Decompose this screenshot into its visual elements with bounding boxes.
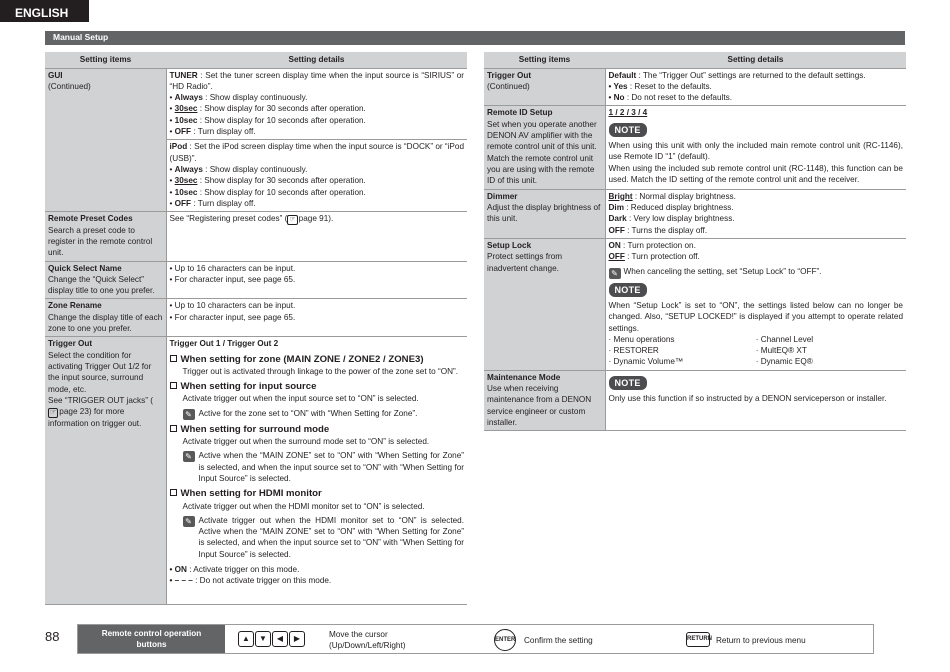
item-title: Dimmer <box>487 191 518 201</box>
option-line: • 10sec : Show display for 10 seconds after operation. <box>169 187 366 197</box>
item-title: Remote Preset Codes <box>48 214 133 224</box>
option-line <box>609 213 904 224</box>
right-arrow-key-icon: ▶ <box>289 631 305 647</box>
left-arrow-key-icon: ◀ <box>272 631 288 647</box>
item-sub: (Continued) <box>48 81 91 91</box>
remote-control-legend <box>77 624 874 654</box>
return-text: Return to previous menu <box>716 636 806 645</box>
opt-label: OFF <box>608 225 625 235</box>
list-item: · Dynamic Volume™ <box>608 357 684 367</box>
table-row <box>45 337 467 605</box>
table-row <box>45 68 467 140</box>
setting-item-trigger-out <box>45 337 166 605</box>
detail-text: : The “Trigger Out” settings are returned to the default settings. <box>636 70 866 80</box>
option-line <box>609 92 904 103</box>
opt-text: : Reduced display brightness. <box>623 202 734 212</box>
id-values: 1 / 2 / 3 / 4 <box>608 108 648 118</box>
opt-text: : Turns the display off. <box>624 225 708 235</box>
option-line <box>609 202 904 213</box>
item-title: GUI <box>48 70 63 80</box>
locked-settings-list <box>609 334 904 368</box>
col-header-details: Setting details <box>605 52 906 68</box>
note-text: Only use this function if so instructed by a DENON serviceperson or installer. <box>608 394 887 404</box>
note-badge: NOTE <box>609 376 647 390</box>
pencil-icon: ✎ <box>183 516 195 527</box>
opt-label: Dark <box>608 214 627 224</box>
option-line: • Always : Show display continuously. <box>169 165 308 174</box>
subsection-heading <box>170 353 465 366</box>
col-header-details: Setting details <box>166 52 467 68</box>
setting-item-trigger-out-cont <box>484 68 605 106</box>
detail-line: • Up to 10 characters can be input. <box>169 301 296 311</box>
page-reference-icon: ☞ <box>50 409 57 417</box>
tip-text: Active for the zone set to “ON” with “When Setting for Zone”. <box>198 408 418 418</box>
subsection-heading <box>170 423 465 436</box>
detail-quick-select <box>166 261 467 299</box>
item-title: Remote ID Setup <box>487 108 553 118</box>
list-item: · Menu operations <box>608 334 675 344</box>
subsection-text: Activate trigger out when the input source set to “ON” is selected. <box>182 394 419 404</box>
detail-label: TUNER <box>169 70 198 80</box>
option-line <box>609 191 904 202</box>
setting-item-remote-id <box>484 106 605 189</box>
tip-note <box>170 450 465 484</box>
right-settings-table <box>484 52 906 431</box>
checkbox-square-icon <box>170 382 177 389</box>
opt-text: : Activate trigger on this mode. <box>186 565 300 575</box>
item-desc: Set when you operate another DENON AV amplifier with the remote control unit of this unit. Match the remote control unit you are using with the remote ID of this unit. <box>487 119 597 186</box>
table-row <box>484 68 906 106</box>
detail-ipod <box>166 140 467 212</box>
item-title: Maintenance Mode <box>487 372 561 382</box>
opt-label: • Yes <box>608 81 628 91</box>
option-line: • 30sec : Show display for 30 seconds after operation. <box>169 176 366 186</box>
tip-note <box>170 515 465 560</box>
note-text: When using this unit with only the included main remote control unit (RC-1146), use Remote ID “1” (default). <box>608 141 903 162</box>
item-desc: Use when receiving maintenance from a DENON service engineer or custom installer. <box>487 384 592 428</box>
opt-text: : Turn protection off. <box>624 252 700 262</box>
opt-text: : Reset to the defaults. <box>627 81 712 91</box>
option-line <box>609 81 904 92</box>
tip-text: Active when the “MAIN ZONE” set to “ON” with “When Setting for Zone” is selected, and when the input source set to “ON” with “When Setting for Input Source” is selected. <box>198 451 464 483</box>
table-row <box>45 299 467 337</box>
detail-title: Trigger Out 1 / Trigger Out 2 <box>169 339 279 349</box>
heading-text: When setting for HDMI monitor <box>180 488 322 500</box>
opt-label: Dim <box>608 202 624 212</box>
item-title: Setup Lock <box>487 240 532 250</box>
item-desc: See “TRIGGER OUT jacks” ( <box>48 395 153 405</box>
subsection-text: Activate trigger out when the surround mode set to “ON” is selected. <box>182 437 430 447</box>
opt-label: 30sec <box>174 176 198 186</box>
col-header-items: Setting items <box>45 52 166 68</box>
list-item: · MultEQ® XT <box>755 346 807 356</box>
opt-text: : Show display continuously. <box>202 93 308 103</box>
detail-trigger-out <box>166 337 467 605</box>
opt-text: : Show display for 30 seconds after operation. <box>197 104 366 114</box>
legend-text: Move the cursor <box>329 630 388 639</box>
heading-text: When setting for zone (MAIN ZONE / ZONE2 / ZONE3) <box>180 353 424 365</box>
detail-text: page 91). <box>298 214 334 224</box>
page-number: 88 <box>45 629 60 644</box>
enter-button-icon: ENTER <box>494 629 516 651</box>
opt-label: OFF <box>174 198 192 208</box>
opt-text: : Do not activate trigger on this mode. <box>192 576 332 586</box>
detail-text: : Set the tuner screen display time when the input source is “SIRIUS” or “HD Radio”. <box>169 70 464 91</box>
return-button-icon: RETURN <box>686 632 710 647</box>
opt-text: : Turn display off. <box>191 127 256 137</box>
pencil-icon: ✎ <box>183 409 195 420</box>
opt-label: Bright <box>608 191 633 201</box>
option-line: • Always : Show display continuously. <box>169 93 308 103</box>
legend-label-line: buttons <box>136 640 167 650</box>
detail-trigger-default <box>605 68 906 106</box>
opt-label: OFF <box>608 252 625 262</box>
setting-item-setup-lock <box>484 238 605 370</box>
detail-text: : Set the iPod screen display time when the input source is “DOCK” or “iPod (USB)”. <box>169 142 464 163</box>
legend-label <box>78 625 225 653</box>
checkbox-square-icon <box>170 425 177 432</box>
detail-line: • For character input, see page 65. <box>169 312 296 322</box>
detail-dimmer <box>605 189 906 238</box>
detail-label: iPod <box>169 142 188 152</box>
item-title: Trigger Out <box>48 339 93 349</box>
item-title: Zone Rename <box>48 301 102 311</box>
move-cursor-text <box>329 629 405 651</box>
opt-text: : Turn protection on. <box>620 240 696 250</box>
detail-zone-rename <box>166 299 467 337</box>
subsection-text: Activate trigger out when the HDMI monitor set to “ON” is selected. <box>182 501 425 511</box>
option-line: • 10sec : Show display for 10 seconds after operation. <box>169 115 366 125</box>
pencil-icon: ✎ <box>609 268 621 279</box>
opt-label: OFF <box>174 127 192 137</box>
option-line: • OFF : Turn display off. <box>169 198 256 208</box>
opt-text: : Show display for 30 seconds after operation. <box>197 176 366 186</box>
note-badge: NOTE <box>609 283 647 297</box>
table-row <box>484 370 906 431</box>
note-text: When “Setup Lock” is set to “ON”, the settings listed below can no longer be changed. Also, “SETUP LOCKED!” is displayed if you attempt to operate related settings. <box>608 300 903 333</box>
item-title: Quick Select Name <box>48 263 122 273</box>
tip-note <box>170 408 465 420</box>
list-item: · RESTORER <box>608 346 659 356</box>
detail-label: Default <box>608 70 637 80</box>
setting-item-maintenance <box>484 370 605 431</box>
opt-text: : Show display continuously. <box>202 165 308 174</box>
opt-text: : Normal display brightness. <box>632 191 736 201</box>
table-row <box>484 106 906 189</box>
detail-line: • Up to 16 characters can be input. <box>169 263 296 273</box>
item-desc: Change the “Quick Select” display title to one you prefer. <box>48 274 155 296</box>
language-tab: ENGLISH <box>0 0 89 22</box>
opt-label: 30sec <box>174 104 198 114</box>
tip-note <box>609 266 904 279</box>
option-line <box>170 564 465 575</box>
heading-text: When setting for surround mode <box>180 423 330 435</box>
item-desc: Protect settings from inadvertent change. <box>487 252 563 273</box>
table-row <box>484 238 906 370</box>
subsection-text: Trigger out is activated through linkage to the power of the zone set to “ON”. <box>182 366 458 376</box>
table-row <box>45 212 467 261</box>
note-badge: NOTE <box>609 123 647 137</box>
item-desc: Select the condition for activating Trigger Out 1/2 for the input source, surround mode, etc. <box>48 350 152 394</box>
up-arrow-key-icon: ▲ <box>238 631 254 647</box>
option-line <box>609 225 904 236</box>
option-line <box>609 240 904 251</box>
detail-setup-lock <box>605 238 906 370</box>
option-line <box>609 251 904 262</box>
item-desc: page 23) for more information on trigger out. <box>48 407 142 429</box>
col-header-items: Setting items <box>484 52 605 68</box>
opt-label: ON <box>608 240 621 250</box>
enter-text: Confirm the setting <box>524 636 593 645</box>
item-desc: Change the display title of each zone to one you prefer. <box>48 312 163 334</box>
opt-text: : Show display for 10 seconds after operation. <box>197 115 366 125</box>
section-title: Manual Setup <box>45 31 905 45</box>
item-desc: Search a preset code to register in the remote control unit. <box>48 225 153 258</box>
table-row <box>484 189 906 238</box>
opt-label: Always <box>174 165 203 174</box>
opt-text: : Turn display off. <box>191 198 256 208</box>
tip-text: When canceling the setting, set “Setup Lock” to “OFF”. <box>623 266 822 276</box>
item-title: Trigger Out <box>487 70 532 80</box>
checkbox-square-icon <box>170 489 177 496</box>
setting-item-remote-preset <box>45 212 166 261</box>
opt-label: 10sec <box>174 115 198 125</box>
detail-maintenance <box>605 370 906 431</box>
opt-label: • ON <box>169 565 187 575</box>
heading-text: When setting for input source <box>180 381 317 393</box>
opt-text: : Very low display brightness. <box>626 214 735 224</box>
setting-item-zone-rename <box>45 299 166 337</box>
checkbox-square-icon <box>170 355 177 362</box>
setting-item-quick-select <box>45 261 166 299</box>
detail-remote-id <box>605 106 906 189</box>
opt-label: • No <box>608 93 625 103</box>
setting-item-gui <box>45 68 166 212</box>
opt-label: Always <box>174 93 203 103</box>
left-settings-table <box>45 52 467 605</box>
detail-remote-preset <box>166 212 467 261</box>
pencil-icon: ✎ <box>183 451 195 462</box>
opt-label: 10sec <box>174 187 198 197</box>
option-line: • 30sec : Show display for 30 seconds after operation. <box>169 104 366 114</box>
item-sub: (Continued) <box>487 81 530 91</box>
legend-text: (Up/Down/Left/Right) <box>329 641 406 651</box>
list-item: · Channel Level <box>755 334 814 344</box>
page-reference-icon: ☞ <box>289 216 296 224</box>
note-text: When using the included sub remote control unit (RC-1148), this function can be used. Match the ID setting of the remote control unit and the receiver. <box>608 163 903 185</box>
option-line: • OFF : Turn display off. <box>169 127 256 137</box>
legend-label-line: Remote control operation <box>101 629 202 638</box>
setting-item-dimmer <box>484 189 605 238</box>
list-item: · Dynamic EQ® <box>755 357 813 367</box>
item-desc: Adjust the display brightness of this unit. <box>487 202 601 224</box>
table-row <box>45 261 467 299</box>
opt-text: : Do not reset to the defaults. <box>624 93 732 103</box>
option-line <box>170 575 465 586</box>
down-arrow-key-icon: ▼ <box>255 631 271 647</box>
tip-text: Activate trigger out when the HDMI monitor set to “ON” is selected. Active when the “MAIN ZONE” set to “ON” with “When Setting for Zone” is selected, and when the input source set to “ON” with “When Setting for Input Source” is selected. <box>198 515 464 559</box>
subsection-heading <box>170 380 465 393</box>
detail-tuner <box>166 68 467 140</box>
opt-label: • – – – <box>169 576 193 586</box>
detail-line: • For character input, see page 65. <box>169 274 296 284</box>
detail-text: See “Registering preset codes” ( <box>169 214 288 224</box>
cursor-keys <box>238 631 305 647</box>
opt-text: : Show display for 10 seconds after operation. <box>197 187 366 197</box>
subsection-heading <box>170 487 465 500</box>
